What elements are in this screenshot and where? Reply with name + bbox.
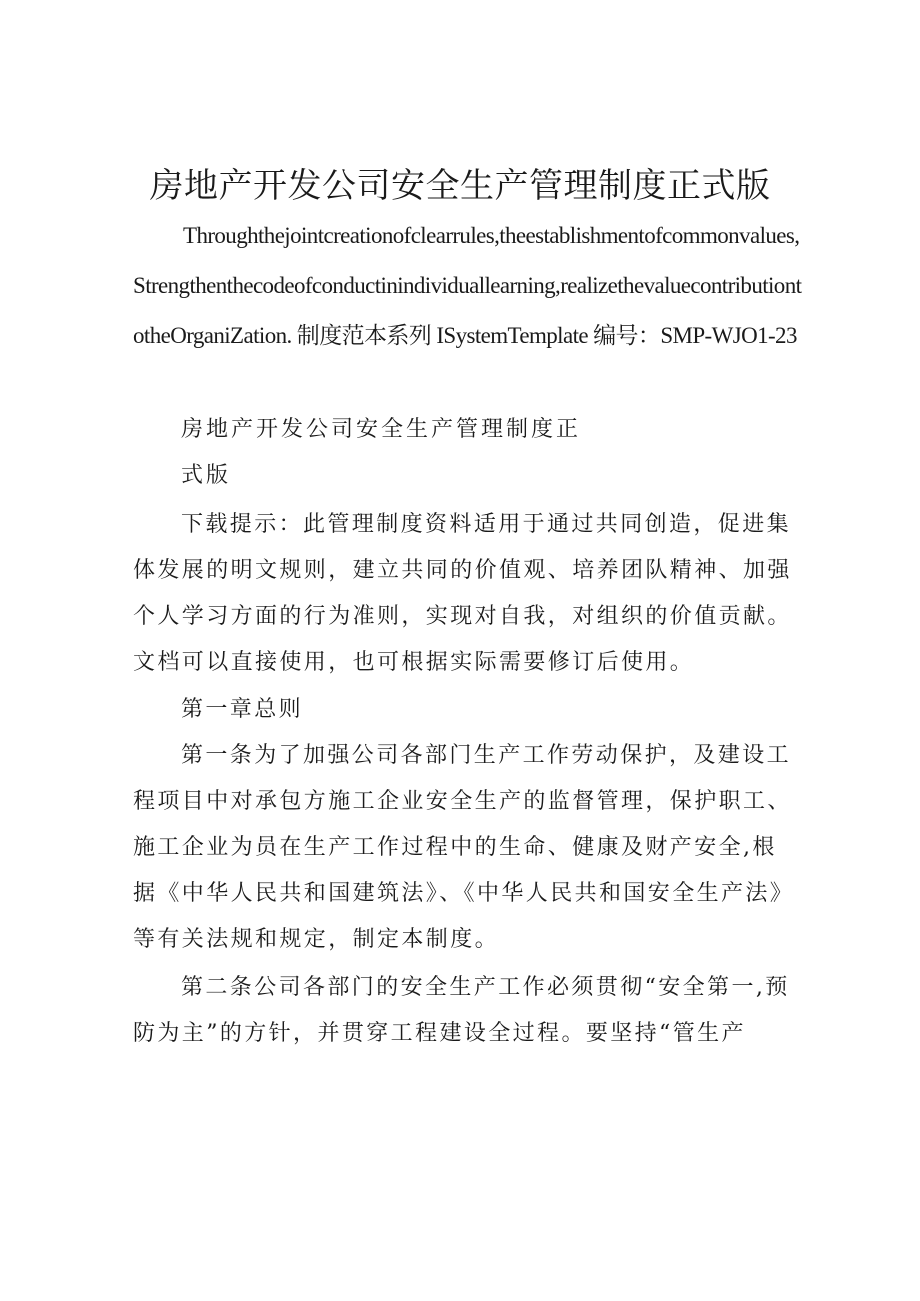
document-title: 房地产开发公司安全生产管理制度正式版 — [149, 166, 771, 206]
article-1-paragraph: 第一条为了加强公司各部门生产工作劳动保护，及建设工程项目中对承包方施工企业安全生产的监督管理，保护职工、施工企业为员在生产工作过程中的生命、健康及财产安全,根据《中华人民共和国建筑法》、《中华人民共和国安全生产法》等有关法规和规定，制定本制度。 — [133, 743, 792, 952]
document-subtitle-line-2: 式版 — [181, 463, 232, 488]
english-intro-paragraph: Throughthejointcreationofclearrules,theestablishmentofcommonvalues,Strengthenthecodeofconductinindividuallearning,realizethevaluecontributiontotheOrganiZation. 制度范本系列 ISystemTemplate 编号：SMP-WJO1-23 — [133, 223, 802, 348]
article-2-paragraph: 第二条公司各部门的安全生产工作必须贯彻“安全第一,预防为主”的方针，并贯穿工程建设全过程。要坚持“管生产 — [133, 975, 790, 1046]
document-subtitle-line-1: 房地产开发公司安全生产管理制度正 — [181, 417, 582, 442]
download-hint-paragraph: 下载提示：此管理制度资料适用于通过共同创造，促进集体发展的明文规则，建立共同的价值观、培养团队精神、加强个人学习方面的行为准则，实现对自我，对组织的价值贡献。文档可以直接使用，也可根据实际需要修订后使用。 — [133, 512, 792, 675]
chapter-heading: 第一章总则 — [181, 697, 304, 722]
